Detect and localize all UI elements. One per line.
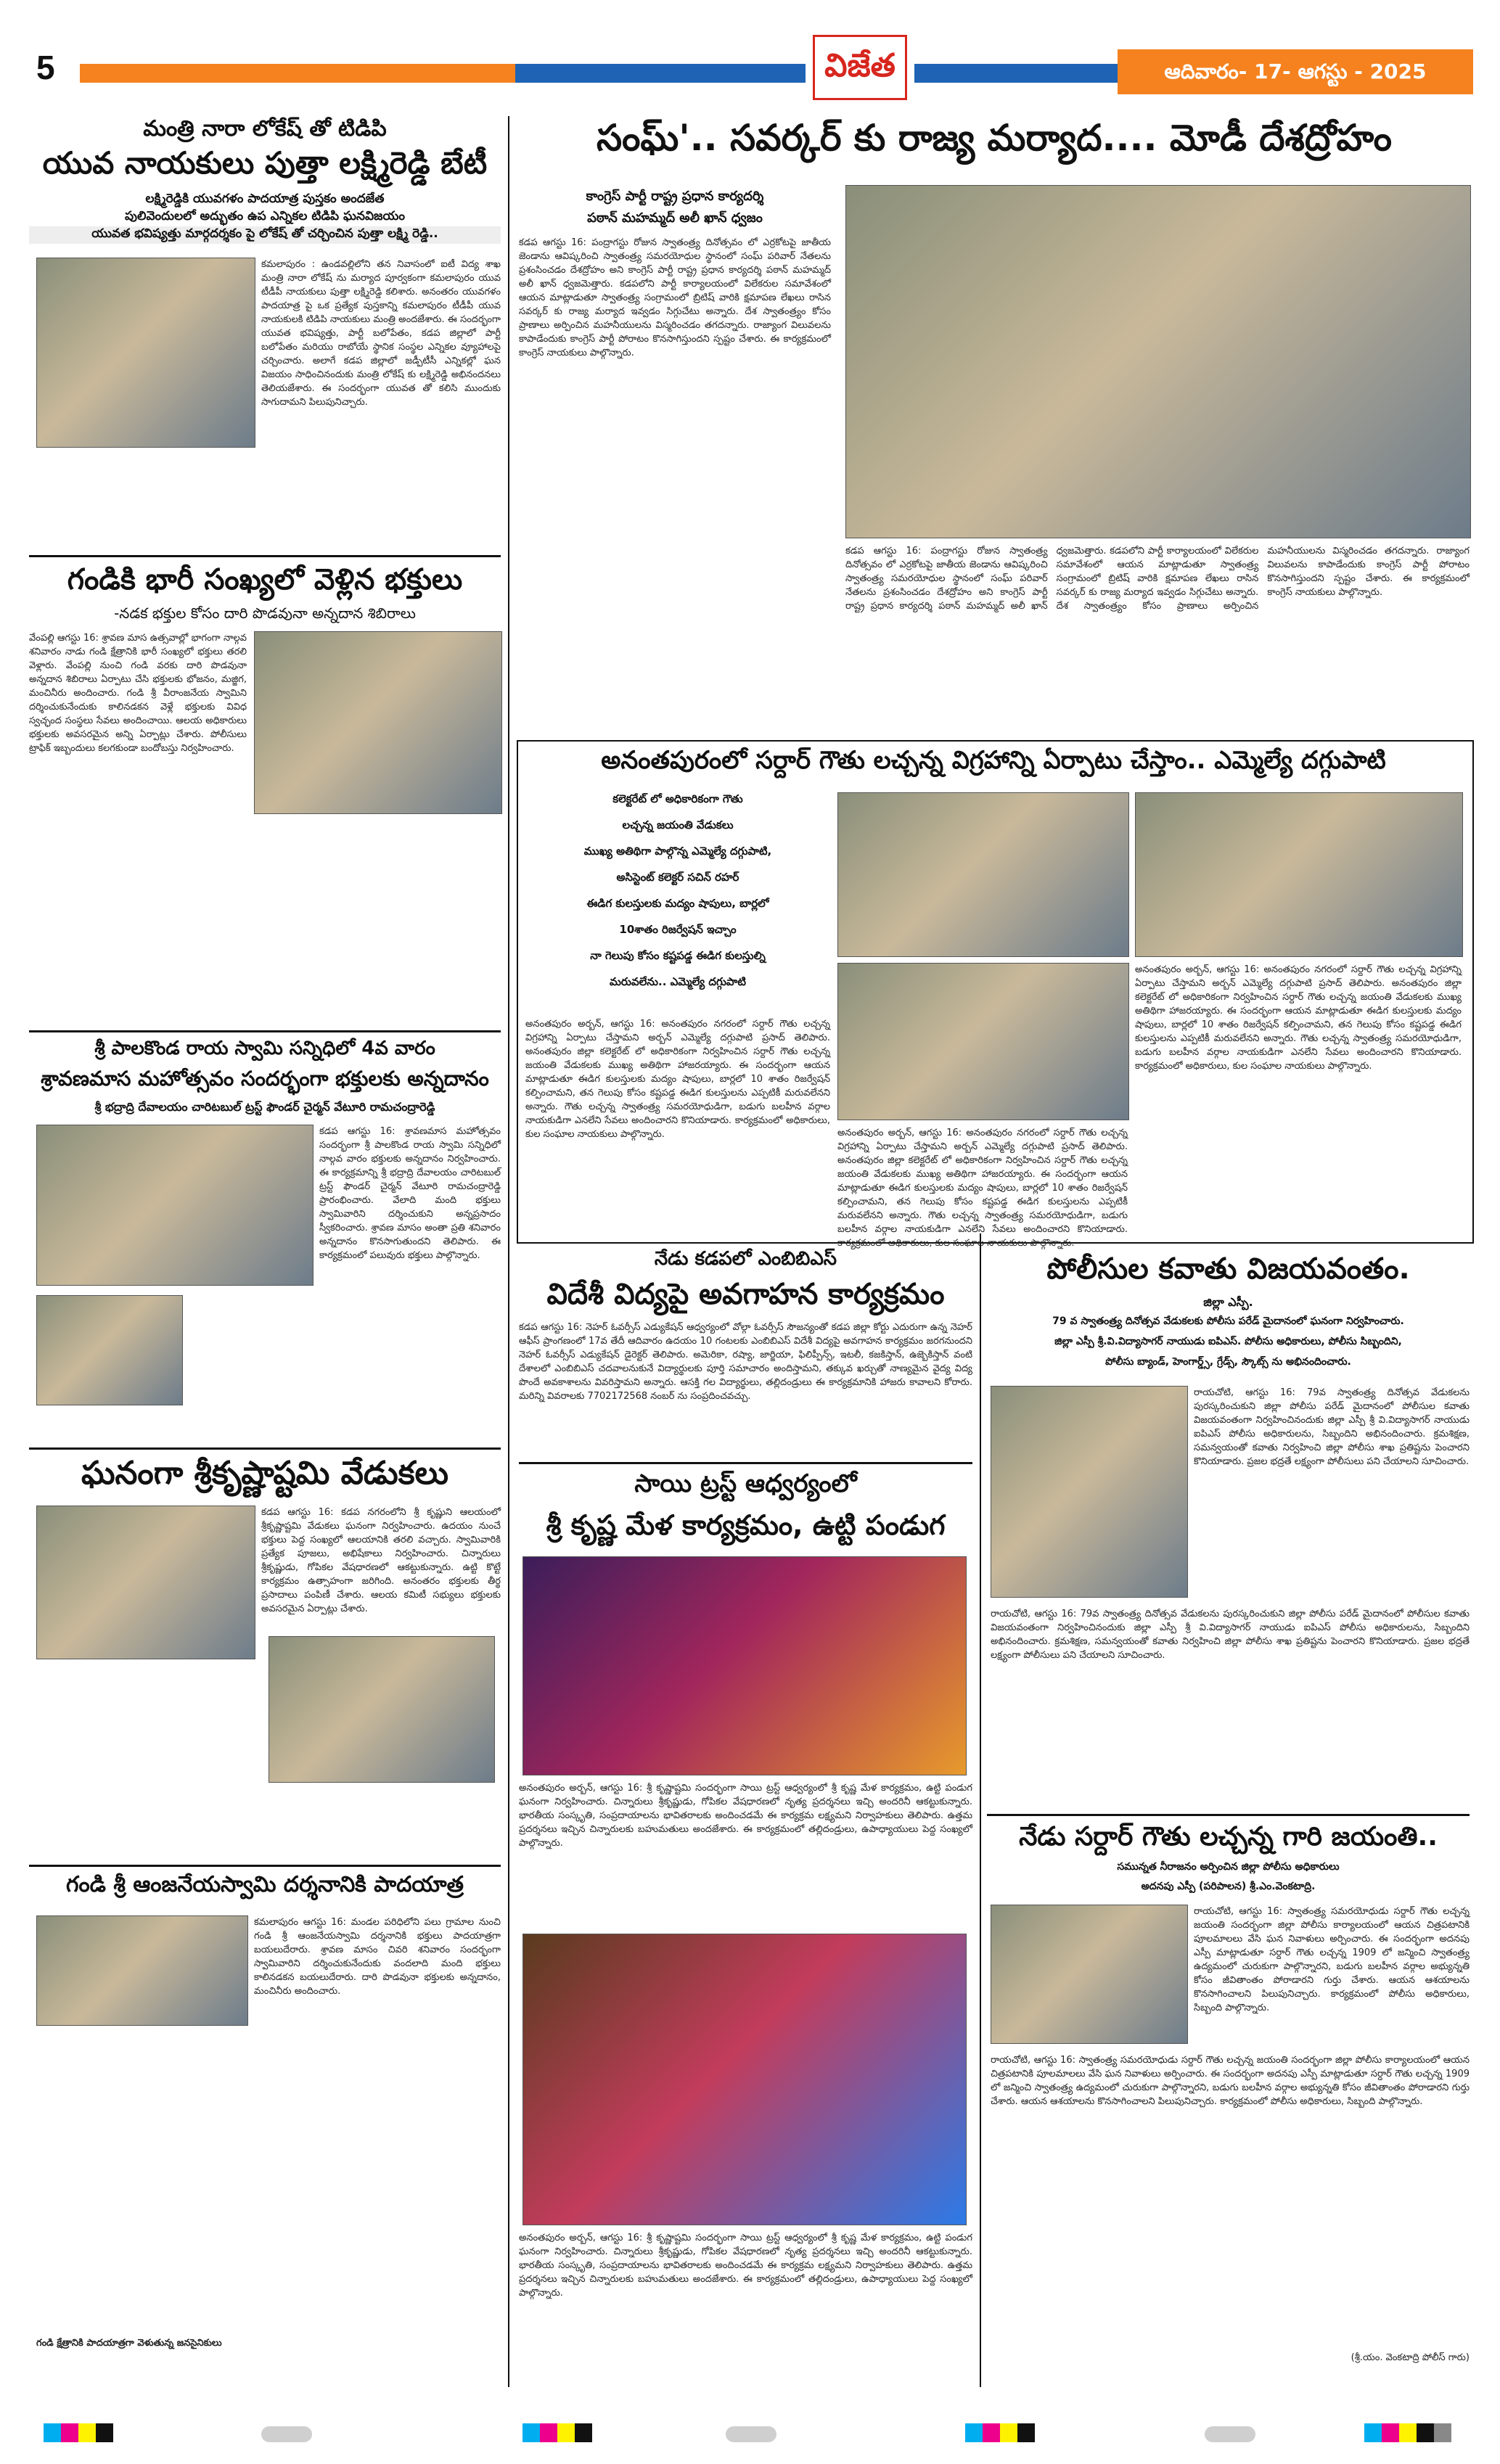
lokesh-photo: [36, 258, 255, 448]
header-blue-band: [515, 64, 806, 83]
article-subhead: కాంగ్రెస్ పార్టీ రాష్ట్ర ప్రధాన కార్యదర్శి: [586, 189, 764, 204]
article-body: రాయచోటి, ఆగస్టు 16: స్వాతంత్ర్య సమరయోధుడు సర్దార్ గౌతు లచ్చన్న జయంతి సందర్భంగా జిల్లా పోలీసు కార్యాలయంలో ఆయన చిత్రపటానికి పూలమాలలు వేసి ఘన నివాళులు అర్పించారు. ఈ సందర్భంగా అదనపు ఎస్పీ మాట్లాడుతూ సర్దార్ గౌతు లచ్చన్న 1909 లో జన్మించి స్వాతంత్ర్య ఉద్యమంలో చురుకుగా పాల్గొన్నారని, బడుగు బలహీన వర్గాల అభ్యున్నతి కోసం జీవితాంతం పోరాడారని గుర్తు చేశారు. ఆయన ఆశయాలను కొనసాగించాలని పిలుపునిచ్చారు. కార్యక్రమంలో పోలీసు అధికారులు, సిబ్బంది పాల్గొన్నారు.: [1194, 1906, 1470, 2013]
article-headline: శ్రీ కృష్ణ మేళ కార్యక్రమం, ఉట్టి పండుగ: [546, 1509, 946, 1541]
article-palakonda: [29, 1038, 501, 1444]
article-subhead: 79 వ స్వాతంత్ర్య దినోత్సవ వేడుకలకు పోలీసు పరేడ్ మైదానంలో ఘనంగా నిర్వహించారు.: [1052, 1315, 1404, 1327]
krishnashtami-photo: [36, 1506, 255, 1659]
article-subhead: సమున్నత నీరాజనం అర్పించిన జిల్లా పోలీసు అధికారులు: [1117, 1861, 1340, 1873]
article-body: వేంపల్లి ఆగస్టు 16: శ్రావణ మాస ఉత్సవాల్లో భాగంగా నాల్గవ శనివారం నాడు గండి క్షేత్రానికి భారీ సంఖ్యలో భక్తులు తరలి వెళ్లారు. వేంపల్లి నుంచి గండి వరకు దారి పొడవునా అన్నదాన శిబిరాలు ఏర్పాటు చేసి భక్తులకు భోజనం, మజ్జిగ, మంచినీరు అందించారు. గండి శ్రీ వీరాంజనేయ స్వామిని దర్శించుకునేందుకు కాలినడకన వెళ్లే భక్తులకు వివిధ స్వచ్ఛంద సంస్థలు సేవలు అందించాయి. ఆలయ అధికారులు భక్తులకు అవసరమైన అన్ని ఏర్పాట్లు చేశారు. పోలీసులు ట్రాఫిక్ ఇబ్బందులు కలగకుండా బందోబస్తు నిర్వహించారు.: [29, 633, 247, 754]
article-kicker: మంత్రి నారా లోకేష్ తో టిడిపి: [143, 116, 387, 141]
article-kicker: శ్రీ పాలకొండ రాయ స్వామి సన్నిధిలో 4వ వారం: [94, 1038, 435, 1059]
article-sangh: [519, 116, 1470, 740]
article-headline: ఘనంగా శ్రీకృష్ణాష్టమి వేడుకలు: [81, 1455, 449, 1492]
registration-swatch: [1382, 2423, 1399, 2442]
article-headline: గండి శ్రీ ఆంజనేయస్వామి దర్శనానికి పాదయాత్ర: [66, 1872, 464, 1897]
column-rule-left: [508, 116, 509, 2387]
sardar-photo-3: [837, 963, 1129, 1120]
registration-swatch: [96, 2423, 113, 2442]
article-body: కడప ఆగస్టు 16: పంద్రాగస్టు రోజున స్వాతంత్ర్య దినోత్సవం లో ఎర్రకోటపై జాతీయ జెండాను ఆవిష్కరించి స్వాతంత్ర్య సమరయోధుల స్థానంలో సంఘ్ పరివార్ నేతలను ప్రశంసించడం దేశద్రోహం అని కాంగ్రెస్ పార్టీ రాష్ట్ర ప్రధాన కార్యదర్శి పఠాన్ మహమ్మద్ అలీ ఖాన్ ధ్వజమెత్తారు. కడపలోని పార్టీ కార్యాలయంలో విలేకరుల సమావేశంలో ఆయన మాట్లాడుతూ స్వాతంత్ర్య సంగ్రామంలో బ్రిటిష్ వారికి క్షమాపణ లేఖలు రాసిన సవర్కర్ కు రాజ్య మర్యాద ఇవ్వడం సిగ్గుచేటు అన్నారు. దేశ స్వాతంత్ర్యం కోసం ప్రాణాలు అర్పించిన మహనీయులను విస్మరించడం తగదన్నారు. రాజ్యాంగ విలువలను కాపాడేందుకు కాంగ్రెస్ పార్టీ పోరాటం కొనసాగిస్తుందని స్పష్టం చేశారు. ఈ కార్యక్రమంలో కాంగ్రెస్ నాయకులు పాల్గొన్నారు.: [519, 237, 831, 358]
article-ngbsc: [519, 1248, 972, 1458]
article-subhead: లక్ష్మిరెడ్డికి యువగళం పాదయాత్ర పుస్తకం అందజేత: [145, 192, 385, 206]
article-body: కడప ఆగస్టు 16: కడప నగరంలోని శ్రీ కృష్ణుని ఆలయంలో శ్రీకృష్ణాష్టమి వేడుకలు ఘనంగా నిర్వహించారు. ఉదయం నుంచే భక్తులు పెద్ద సంఖ్యలో ఆలయానికి తరలి వచ్చారు. స్వామివారికి ప్రత్యేక పూజలు, అభిషేకాలు నిర్వహించారు. చిన్నారులు శ్రీకృష్ణుడు, గోపికల వేషధారణలో ఆకట్టుకున్నారు. ఉట్టి కొట్టే కార్యక్రమం ఉత్సాహంగా జరిగింది. అనంతరం భక్తులకు తీర్థ ప్రసాదాలు పంపిణీ చేశారు. ఆలయ కమిటీ సభ్యులు భక్తులకు అవసరమైన ఏర్పాట్లు చేశారు.: [261, 1507, 501, 1614]
masthead-logo: [813, 35, 907, 100]
article-body: అనంతపురం అర్బన్, ఆగస్టు 16: అనంతపురం నగరంలో సర్దార్ గౌతు లచ్చన్న విగ్రహాన్ని ఏర్పాటు చేస్తామని అర్బన్ ఎమ్మెల్యే దగ్గుపాటి ప్రసాద్ తెలిపారు. అనంతపురం జిల్లా కలెక్టరేట్ లో అధికారికంగా నిర్వహించిన సర్దార్ గౌతు లచ్చన్న జయంతి వేడుకలకు ముఖ్య అతిథిగా హాజరయ్యారు. ఈ సందర్భంగా ఆయన మాట్లాడుతూ ఈడిగ కులస్తులకు మద్యం షాపులు, బార్లలో 10 శాతం రిజర్వేషన్ కల్పించామని, తన గెలుపు కోసం కష్టపడ్డ ఈడిగ కులస్తులను ఎప్పటికీ మరువలేనని అన్నారు. గౌతు లచ్చన్న స్వాతంత్ర్య సమరయోధుడిగా, బడుగు బలహీన వర్గాల నాయకుడిగా ఎనలేని సేవలు అందించారని కొనియాడారు. కార్యక్రమంలో అధికారులు, కుల సంఘాల నాయకులు పాల్గొన్నారు.: [525, 1019, 830, 1140]
registration-pill: [726, 2426, 776, 2442]
article-subhead: జిల్లా ఎస్పీ శ్రీ.వి.విద్యాసాగర్ నాయుడు ఐపిఎస్. పోలీసు అధికారులు, పోలీసు సిబ్బందిని,: [1054, 1336, 1402, 1347]
article-subhead: -నడక భక్తుల కోసం దారి పొడవునా అన్నదాన శిబిరాలు: [114, 604, 416, 622]
registration-swatch: [1364, 2423, 1382, 2442]
sai-photo-2: [522, 1934, 967, 2225]
article-sardar: [517, 740, 1474, 1249]
anjaneya-photo: [36, 1915, 248, 2026]
article-headline: అనంతపురంలో సర్దార్ గౌతు లచ్చన్న విగ్రహాన్ని ఏర్పాటు చేస్తాం.. ఎమ్మెల్యే దగ్గుపాటి: [601, 746, 1386, 775]
section-rule: [29, 1447, 501, 1450]
registration-swatch: [965, 2423, 983, 2442]
bullet-item: లచ్చన్న జయంతి వేడుకలు: [622, 818, 734, 831]
article-body-cont: అనంతపురం అర్బన్, ఆగస్టు 16: అనంతపురం నగరంలో సర్దార్ గౌతు లచ్చన్న విగ్రహాన్ని ఏర్పాటు చేస్తామని అర్బన్ ఎమ్మెల్యే దగ్గుపాటి ప్రసాద్ తెలిపారు. అనంతపురం జిల్లా కలెక్టరేట్ లో అధికారికంగా నిర్వహించిన సర్దార్ గౌతు లచ్చన్న జయంతి వేడుకలకు ముఖ్య అతిథిగా హాజరయ్యారు. ఈ సందర్భంగా ఆయన మాట్లాడుతూ ఈడిగ కులస్తులకు మద్యం షాపులు, బార్లలో 10 శాతం రిజర్వేషన్ కల్పించామని, తన గెలుపు కోసం కష్టపడ్డ ఈడిగ కులస్తులను ఎప్పటికీ మరువలేనని అన్నారు. గౌతు లచ్చన్న స్వాతంత్ర్య సమరయోధుడిగా, బడుగు బలహీన వర్గాల నాయకుడిగా ఎనలేని సేవలు అందించారని కొనియాడారు. కార్యక్రమంలో అధికారులు, కుల సంఘాల నాయకులు పాల్గొన్నారు.: [837, 1128, 1128, 1249]
section-rule: [519, 1462, 972, 1464]
registration-swatch: [1417, 2423, 1434, 2442]
sardar-photo-2: [1135, 792, 1463, 957]
article-lokesh: [29, 116, 501, 551]
registration-swatch: [575, 2423, 592, 2442]
registration-swatch: [61, 2423, 78, 2442]
article-body: కడప ఆగస్టు 16: శ్రావణమాస మహోత్సవం సందర్భంగా శ్రీ పాలకొండ రాయ స్వామి సన్నిధిలో నాల్గవ వారం భక్తులకు అన్నదానం నిర్వహించారు. ఈ కార్యక్రమాన్ని శ్రీ భద్రాద్రి దేవాలయం చారిటబుల్ ట్రస్ట్ ఫౌండర్ చైర్మన్ వేటూరి రామచంద్రారెడ్డి ప్రారంభించారు. వేలాది మంది భక్తులు స్వామివారిని దర్శించుకుని అన్నప్రసాదం స్వీకరించారు. శ్రావణ మాసం అంతా ప్రతి శనివారం అన్నదానం కొనసాగుతుందని తెలిపారు. ఈ కార్యక్రమంలో పలువురు భక్తులు పాల్గొన్నారు.: [319, 1126, 501, 1261]
article-subhead: పోలీసు బ్యాండ్, హెంగార్డ్స్, గ్రేడ్స్, స్కౌట్స్ ను అభినందించారు.: [1105, 1356, 1351, 1368]
article-gandiki: [29, 562, 501, 1027]
article-byline: (శ్రీ.యం. వెంకటాద్రి పోలీస్ గారు): [1351, 2352, 1470, 2363]
registration-swatch: [1434, 2423, 1451, 2442]
section-rule: [987, 1814, 1470, 1816]
registration-swatch: [1000, 2423, 1017, 2442]
article-anjaneya: [29, 1872, 501, 2387]
palakonda-photo-2: [36, 1295, 183, 1405]
page-number: 5: [36, 49, 55, 86]
photo-caption: గండి క్షేత్రానికి పాదయాత్రగా వెళుతున్న జనసైనికులు: [36, 2338, 222, 2349]
article-body-cont: కడప ఆగస్టు 16: పంద్రాగస్టు రోజున స్వాతంత్ర్య దినోత్సవం లో ఎర్రకోటపై జాతీయ జెండాను ఆవిష్కరించి స్వాతంత్ర్య సమరయోధుల స్థానంలో సంఘ్ పరివార్ నేతలను ప్రశంసించడం దేశద్రోహం అని కాంగ్రెస్ పార్టీ రాష్ట్ర ప్రధాన కార్యదర్శి పఠాన్ మహమ్మద్ అలీ ఖాన్ ధ్వజమెత్తారు. కడపలోని పార్టీ కార్యాలయంలో విలేకరుల సమావేశంలో ఆయన మాట్లాడుతూ స్వాతంత్ర్య సంగ్రామంలో బ్రిటిష్ వారికి క్షమాపణ లేఖలు రాసిన సవర్కర్ కు రాజ్య మర్యాద ఇవ్వడం సిగ్గుచేటు అన్నారు. దేశ స్వాతంత్ర్యం కోసం ప్రాణాలు అర్పించిన మహనీయులను విస్మరించడం తగదన్నారు. రాజ్యాంగ విలువలను కాపాడేందుకు కాంగ్రెస్ పార్టీ పోరాటం కొనసాగిస్తుందని స్పష్టం చేశారు. ఈ కార్యక్రమంలో కాంగ్రెస్ నాయకులు పాల్గొన్నారు.: [845, 546, 1470, 612]
section-rule: [29, 555, 501, 557]
section-rule: [29, 1030, 501, 1032]
article-sai: [519, 1469, 972, 2387]
article-subhead: పఠాన్ మహమ్మద్ అలీ ఖాన్ ధ్వజం: [587, 210, 763, 226]
article-krishnashtami: [29, 1455, 501, 1861]
bullet-item: కలెక్టరేట్ లో అధికారికంగా గౌతు: [612, 792, 743, 805]
article-headline: యువ నాయకులు పుత్తా లక్ష్మిరెడ్డి బేటీ: [42, 145, 488, 181]
palakonda-photo: [36, 1125, 313, 1286]
section-rule: [29, 1865, 501, 1867]
date-band: [1118, 49, 1473, 94]
header-blue-band-right: [914, 64, 1118, 83]
sardar-photo-1: [837, 792, 1129, 957]
article-headline: నేడు సర్దార్ గౌతు లచ్చన్న గారి జయంతి..: [1019, 1822, 1438, 1852]
sangh-photo: [845, 185, 1471, 538]
article-kicker: నేడు కడపలో ఎంబిబిఎస్: [654, 1248, 837, 1270]
article-body: రాయచోటి, ఆగస్టు 16: 79వ స్వాతంత్ర్య దినోత్సవ వేడుకలను పురస్కరించుకుని జిల్లా పోలీసు పరేడ్ మైదానంలో పోలీసుల కవాతు విజయవంతంగా నిర్వహించినందుకు జిల్లా ఎస్పీ శ్రీ వి.విద్యాసాగర్ నాయుడు ఐపిఎస్ పోలీసు అధికారులను, సిబ్బందిని అభినందించారు. క్రమశిక్షణ, సమన్వయంతో కవాతు నిర్వహించి జిల్లా పోలీసు శాఖ ప్రతిష్టను పెంచారని కొనియాడారు. ప్రజల భద్రతే లక్ష్యంగా పోలీసులు పని చేయాలని సూచించారు.: [1194, 1387, 1470, 1467]
sardar-bullets: [525, 792, 830, 1010]
article-body-cont: అనంతపురం అర్బన్, ఆగస్టు 16: శ్రీ కృష్ణాష్టమి సందర్భంగా సాయి ట్రస్ట్ ఆధ్వర్యంలో శ్రీ కృష్ణ మేళ కార్యక్రమం, ఉట్టి పండుగ ఘనంగా నిర్వహించారు. చిన్నారులు శ్రీకృష్ణుడు, గోపికల వేషధారణలో నృత్య ప్రదర్శనలు ఇచ్చి అందరినీ ఆకట్టుకున్నారు. భారతీయ సంస్కృతి, సంప్రదాయాలను భావితరాలకు అందించడమే ఈ కార్యక్రమ లక్ష్యమని నిర్వాహకులు తెలిపారు. ఉత్తమ ప్రదర్శనలు ఇచ్చిన చిన్నారులకు బహుమతులు అందజేశారు. ఈ కార్యక్రమంలో తల్లిదండ్రులు, ఉపాధ్యాయులు పెద్ద సంఖ్యలో పాల్గొన్నారు.: [519, 2233, 972, 2299]
gouthu-photo: [991, 1905, 1188, 2044]
bullet-item: 10శాతం రిజర్వేషన్ ఇచ్చాం: [619, 923, 737, 936]
article-headline: పోలీసుల కవాతు విజయవంతం.: [1046, 1252, 1410, 1286]
masthead-title: విజేత: [824, 47, 896, 84]
article-kicker: సాయి ట్రస్ట్ ఆధ్వర్యంలో: [634, 1469, 857, 1498]
registration-swatch: [1017, 2423, 1035, 2442]
article-subhead: యువత భవిష్యత్తు మార్గదర్శకం పై లోకేష్ తో చర్చించిన పుత్తా లక్ష్మి రెడ్డి..: [29, 226, 501, 244]
article-body-cont: రాయచోటి, ఆగస్టు 16: స్వాతంత్ర్య సమరయోధుడు సర్దార్ గౌతు లచ్చన్న జయంతి సందర్భంగా జిల్లా పోలీసు కార్యాలయంలో ఆయన చిత్రపటానికి పూలమాలలు వేసి ఘన నివాళులు అర్పించారు. ఈ సందర్భంగా అదనపు ఎస్పీ మాట్లాడుతూ సర్దార్ గౌతు లచ్చన్న 1909 లో జన్మించి స్వాతంత్ర్య ఉద్యమంలో చురుకుగా పాల్గొన్నారని, బడుగు బలహీన వర్గాల అభ్యున్నతి కోసం జీవితాంతం పోరాడారని గుర్తు చేశారు. ఆయన ఆశయాలను కొనసాగించాలని పిలుపునిచ్చారు. కార్యక్రమంలో పోలీసు అధికారులు, సిబ్బంది పాల్గొన్నారు.: [991, 2055, 1470, 2107]
registration-swatch: [540, 2423, 557, 2442]
article-body: అనంతపురం అర్బన్, ఆగస్టు 16: శ్రీ కృష్ణాష్టమి సందర్భంగా సాయి ట్రస్ట్ ఆధ్వర్యంలో శ్రీ కృష్ణ మేళ కార్యక్రమం, ఉట్టి పండుగ ఘనంగా నిర్వహించారు. చిన్నారులు శ్రీకృష్ణుడు, గోపికల వేషధారణలో నృత్య ప్రదర్శనలు ఇచ్చి అందరినీ ఆకట్టుకున్నారు. భారతీయ సంస్కృతి, సంప్రదాయాలను భావితరాలకు అందించడమే ఈ కార్యక్రమ లక్ష్యమని నిర్వాహకులు తెలిపారు. ఉత్తమ ప్రదర్శనలు ఇచ్చిన చిన్నారులకు బహుమతులు అందజేశారు. ఈ కార్యక్రమంలో తల్లిదండ్రులు, ఉపాధ్యాయులు పెద్ద సంఖ్యలో పాల్గొన్నారు.: [519, 1783, 972, 1849]
bullet-item: అసిస్టెంట్ కలెక్టర్ సచిన్ రహర్: [616, 871, 739, 884]
article-subhead: పులివెందులలో అద్భుతం ఉప ఎన్నికల టిడిపి ఘనవిజయం: [125, 209, 405, 223]
article-subhead: జిల్లా ఎస్పీ.: [1203, 1295, 1253, 1309]
article-body-cont: అనంతపురం అర్బన్, ఆగస్టు 16: అనంతపురం నగరంలో సర్దార్ గౌతు లచ్చన్న విగ్రహాన్ని ఏర్పాటు చేస్తామని అర్బన్ ఎమ్మెల్యే దగ్గుపాటి ప్రసాద్ తెలిపారు. అనంతపురం జిల్లా కలెక్టరేట్ లో అధికారికంగా నిర్వహించిన సర్దార్ గౌతు లచ్చన్న జయంతి వేడుకలకు ముఖ్య అతిథిగా హాజరయ్యారు. ఈ సందర్భంగా ఆయన మాట్లాడుతూ ఈడిగ కులస్తులకు మద్యం షాపులు, బార్లలో 10 శాతం రిజర్వేషన్ కల్పించామని, తన గెలుపు కోసం కష్టపడ్డ ఈడిగ కులస్తులను ఎప్పటికీ మరువలేనని అన్నారు. గౌతు లచ్చన్న స్వాతంత్ర్య సమరయోధుడిగా, బడుగు బలహీన వర్గాల నాయకుడిగా ఎనలేని సేవలు అందించారని కొనియాడారు. కార్యక్రమంలో అధికారులు, కుల సంఘాల నాయకులు పాల్గొన్నారు.: [1135, 964, 1462, 1072]
registration-swatch: [983, 2423, 1000, 2442]
article-body: కమలాపురం : ఉండవల్లిలోని తన నివాసంలో ఐటీ విద్య శాఖ మంత్రి నారా లోకేష్ ను మర్యాద పూర్వకంగా కమలాపురం యువ టీడీపీ నాయకులు పుత్తా లక్ష్మిరెడ్డి కలిశారు. అనంతరం యువగళం పాదయాత్ర పై ఒక ప్రత్యేక పుస్తకాన్ని కమలాపురం టీడీపీ యువ నాయకులకి టిడిపి నాయకులు మంత్రి అందజేశారు. ఈ సందర్భంగా యువత భవిష్యత్తు, పార్టీ బలోపేతం, కడప జిల్లాలో పార్టీ బలోపేతం మరియు రాబోయే స్థానిక సంస్థల ఎన్నికల వ్యూహాలపై చర్చించారు. అలాగే కడప జిల్లాలో జడ్పీటీసీ ఎన్నికల్లో ఘన విజయం సాధించినందుకు మంత్రి లోకేష్ కు లక్ష్మిరెడ్డి అభినందనలు తెలియజేశారు. ఈ సందర్భంగా యువత తో కలిసి ముందుకు సాగుదామని పిలుపునిచ్చారు.: [261, 259, 501, 408]
article-police: [987, 1252, 1470, 1810]
registration-swatch: [44, 2423, 61, 2442]
registration-swatch: [522, 2423, 540, 2442]
article-body: కమలాపురం ఆగస్టు 16: మండల పరిధిలోని పలు గ్రామాల నుంచి గండి శ్రీ ఆంజనేయస్వామి దర్శనానికి భక్తులు పాదయాత్రగా బయలుదేరారు. శ్రావణ మాసం చివరి శనివారం సందర్భంగా స్వామివారిని దర్శించుకునేందుకు వందలాది మంది భక్తులు కాలినడకన బయలుదేరారు. దారి పొడవునా భక్తులకు అన్నదానం, మంచినీరు అందించారు.: [254, 1917, 501, 1997]
bullet-item: ఈడిగ కులస్తులకు మద్యం షాపులు, బార్లలో: [586, 897, 769, 910]
article-subhead: అదనపు ఎస్పీ (పరిపాలన) శ్రీ.ఎం.వెంకటాద్రి.: [1141, 1881, 1316, 1892]
article-headline: విదేశీ విద్యపై అవగాహన కార్యక్రమం: [546, 1278, 945, 1311]
header-bar: [29, 22, 1473, 107]
bullet-item: మరువలేను.. ఎమ్మెల్యే దగ్గుపాటి: [610, 975, 746, 988]
article-body-cont: రాయచోటి, ఆగస్టు 16: 79వ స్వాతంత్ర్య దినోత్సవ వేడుకలను పురస్కరించుకుని జిల్లా పోలీసు పరేడ్ మైదానంలో పోలీసుల కవాతు విజయవంతంగా నిర్వహించినందుకు జిల్లా ఎస్పీ శ్రీ వి.విద్యాసాగర్ నాయుడు ఐపిఎస్ పోలీసు అధికారులను, సిబ్బందిని అభినందించారు. క్రమశిక్షణ, సమన్వయంతో కవాతు నిర్వహించి జిల్లా పోలీసు శాఖ ప్రతిష్టను పెంచారని కొనియాడారు. ప్రజల భద్రతే లక్ష్యంగా పోలీసులు పని చేయాలని సూచించారు.: [991, 1609, 1470, 1661]
registration-pill: [261, 2426, 312, 2442]
issue-date: ఆదివారం- 17- ఆగస్టు - 2025: [1164, 59, 1427, 83]
bullet-item: ముఖ్య అతిథిగా పాల్గొన్న ఎమ్మెల్యే దగ్గుపాటి,: [583, 845, 772, 858]
footer-marks: [0, 2416, 1500, 2452]
bullet-item: నా గెలుపు కోసం కష్టపడ్డ ఈడిగ కులస్తుల్ని: [590, 949, 766, 962]
article-gouthu: [987, 1821, 1470, 2387]
header-orange-band: [80, 64, 515, 83]
registration-swatch: [1399, 2423, 1417, 2442]
article-headline: శ్రావణమాస మహోత్సవం సందర్భంగా భక్తులకు అన్నదానం: [41, 1067, 489, 1091]
sai-photo-1: [522, 1556, 967, 1775]
registration-pill: [1205, 2426, 1255, 2442]
article-subhead: శ్రీ భద్రాద్రి దేవాలయం చారిటబుల్ ట్రస్ట్ ఫౌండర్ చైర్మన్ వేటూరి రామచంద్రారెడ్డి: [94, 1100, 435, 1114]
article-body: కడప ఆగస్టు 16: నెహర్ ఓవర్సీస్ ఎడ్యుకేషన్ ఆధ్వర్యంలో వోల్గా ఓవర్సీస్ సౌజన్యంతో కడప జిల్లా కోర్టు ఎదురుగా ఉన్న నెహర్ ఆఫీస్ ప్రాంగణంలో 17వ తేదీ ఆదివారం ఉదయం 10 గంటలకు ఎంబిబిఎస్ విదేశీ విద్యపై అవగాహన కార్యక్రమం జరగనుందని నెహర్ ఓవర్సీస్ ఎడ్యుకేషన్ డైరెక్టర్ తెలిపారు. అమెరికా, రష్యా, జార్జియా, ఫిలిప్పీన్స్, ఇటలీ, కజకిస్తాన్, ఉజ్బెకిస్తాన్ వంటి దేశాలలో ఎంబిబిఎస్ చదవాలనుకునే విద్యార్థులకు పూర్తి సమాచారం అందిస్తామని, తక్కువ ఖర్చుతో నాణ్యమైన వైద్య విద్య పొందే అవకాశాలను వివరిస్తామని అన్నారు. ఆసక్తి గల విద్యార్థులు, తల్లిదండ్రులు ఈ కార్యక్రమానికి హాజరు కావాలని కోరారు. మరిన్ని వివరాలకు 7702172568 నంబర్ ను సంప్రదించవచ్చు.: [519, 1322, 972, 1402]
article-headline: గండికి భారీ సంఖ్యలో వెళ్లిన భక్తులు: [67, 563, 463, 596]
article-headline: సంఘ్'.. సవర్కర్ కు రాజ్య మర్యాద.... మోడీ దేశద్రోహం: [596, 117, 1392, 159]
krishnashtami-photo-2: [269, 1636, 495, 1783]
police-photo: [991, 1386, 1188, 1598]
gandiki-photo: [254, 631, 502, 814]
registration-swatch: [557, 2423, 575, 2442]
registration-swatch: [78, 2423, 96, 2442]
column-rule-right: [980, 1233, 981, 2387]
